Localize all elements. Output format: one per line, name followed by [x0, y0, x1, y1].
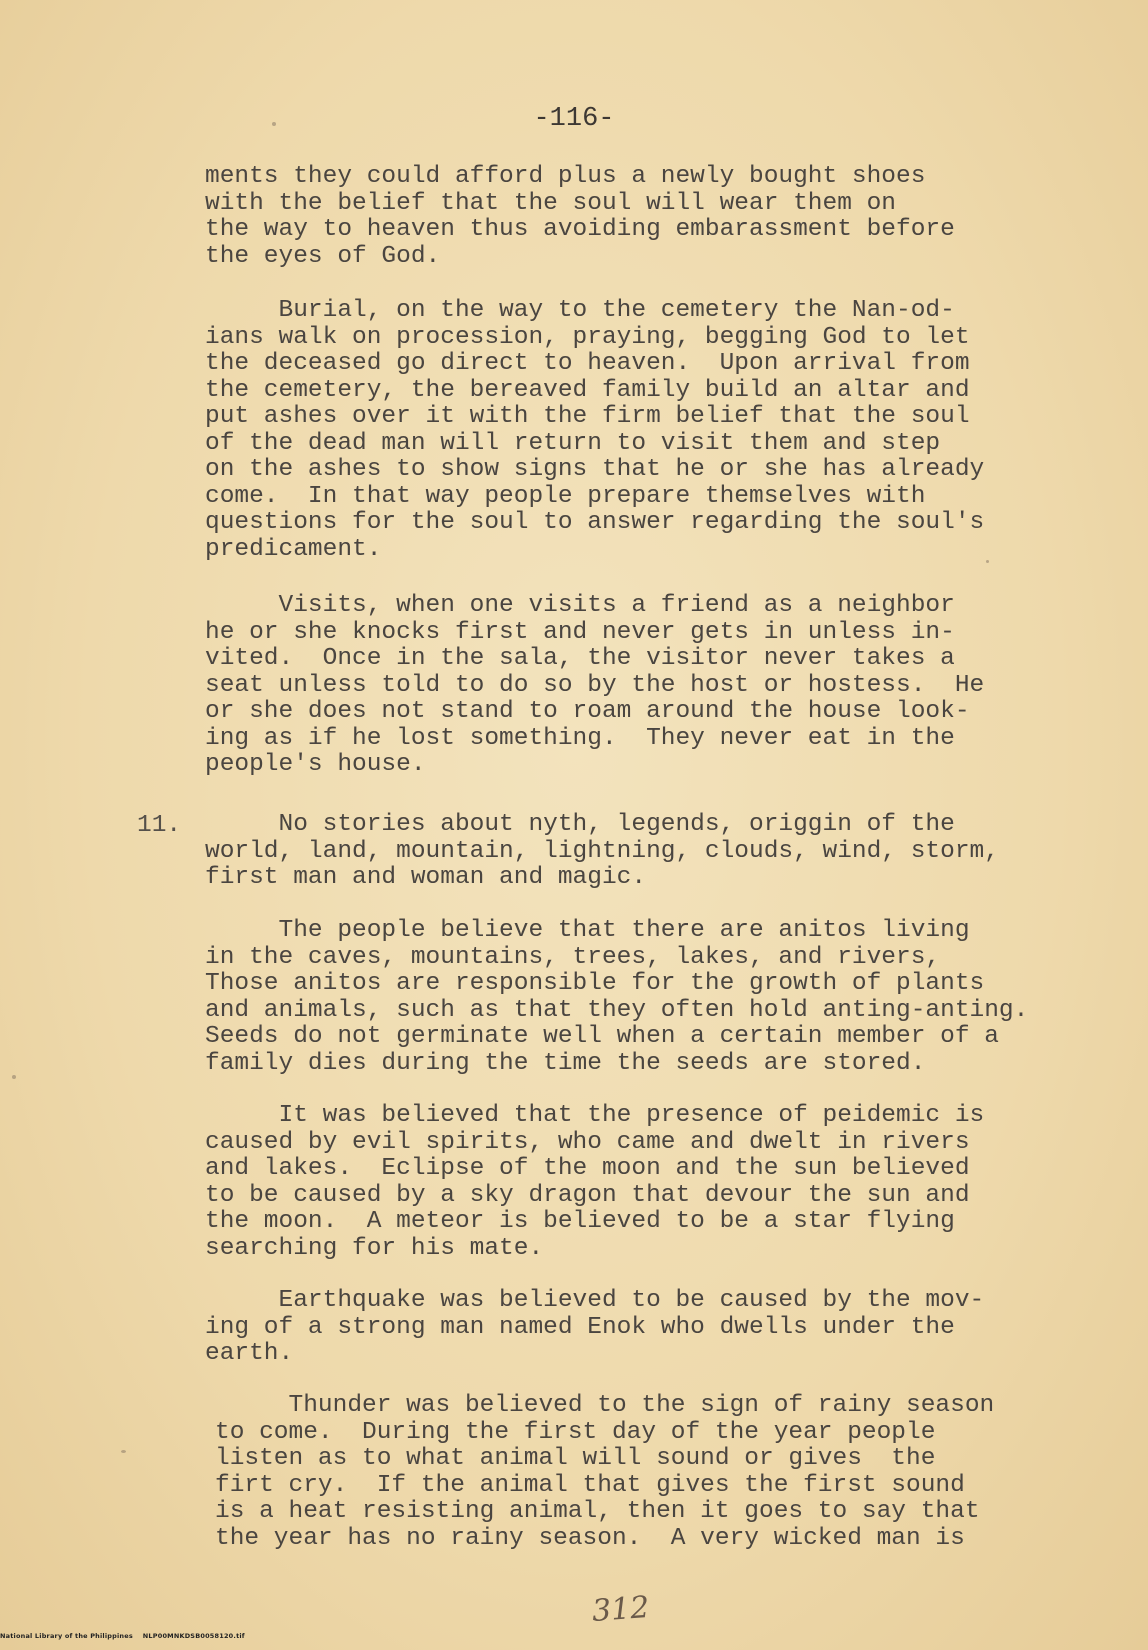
text-line: searching for his mate. — [205, 1234, 544, 1262]
text-line: the deceased go direct to heaven. Upon arrival from — [205, 350, 970, 377]
text-line: Visits, when one visits a friend as a neighbor — [205, 592, 955, 619]
paragraph-thunder — [215, 1393, 994, 1552]
text-line: the eyes of God. — [205, 242, 441, 270]
text-line: the year has no rainy season. A very wicked man is — [215, 1524, 965, 1552]
text-line: people's house. — [205, 751, 426, 778]
text-line: the way to heaven thus avoiding embarassment before — [205, 216, 955, 243]
text-line: come. In that way people prepare themselves with — [205, 482, 926, 510]
text-line: Thunder was believed to the sign of rainy season — [215, 1392, 995, 1419]
text-line: he or she knocks first and never gets in unless in- — [205, 618, 955, 646]
text-line: ing as if he lost something. They never eat in the — [205, 724, 955, 752]
item-number: 11. — [137, 812, 182, 839]
text-line: ing of a strong man named Enok who dwells under the — [205, 1313, 955, 1341]
text-line: firt cry. If the animal that gives the first sound — [215, 1471, 965, 1499]
paragraph-earthquake — [205, 1288, 984, 1368]
paper-speck — [986, 560, 989, 563]
text-line: the moon. A meteor is believed to be a star flying — [205, 1208, 955, 1235]
text-line: seat unless told to do so by the host or hostess. He — [205, 671, 985, 699]
text-line: It was believed that the presence of peidemic is — [205, 1102, 985, 1129]
text-line: and lakes. Eclipse of the moon and the sun believed — [205, 1155, 970, 1182]
text-line: Burial, on the way to the cemetery the Nan-od- — [205, 297, 955, 324]
text-line: of the dead man will return to visit them and step — [205, 429, 941, 457]
text-line: in the caves, mountains, trees, lakes, and rivers, — [205, 943, 941, 971]
text-line: is a heat resisting animal, then it goes to say that — [215, 1498, 980, 1525]
paragraph-funeral-clothing — [205, 164, 955, 270]
text-line: Seeds do not germinate well when a certain member of a — [205, 1023, 999, 1050]
text-line: The people believe that there are anitos living — [205, 917, 970, 944]
text-line: ments they could afford plus a newly bought shoes — [205, 163, 926, 190]
paragraph-visits — [205, 593, 984, 779]
paper-speck — [121, 1450, 126, 1453]
paper-speck — [272, 122, 276, 126]
text-line: Those anitos are responsible for the growth of plants — [205, 970, 985, 997]
paragraph-no-stories — [205, 812, 999, 892]
text-line: with the belief that the soul will wear them on — [205, 189, 897, 217]
text-line: Earthquake was believed to be caused by the mov- — [205, 1287, 985, 1314]
text-line: the cemetery, the bereaved family build an altar and — [205, 376, 970, 404]
text-line: put ashes over it with the firm belief that the soul — [205, 403, 970, 430]
text-line: questions for the soul to answer regarding the soul's — [205, 509, 985, 536]
text-line: on the ashes to show signs that he or she has already — [205, 456, 985, 483]
text-line: earth. — [205, 1340, 294, 1367]
text-line: to come. During the first day of the year people — [215, 1418, 936, 1446]
text-line: ians walk on procession, praying, begging God to let — [205, 323, 970, 351]
archive-footer: National Library of the Philippines NLP00MNKDSB0058120.tif — [0, 1632, 245, 1640]
paragraph-anitos — [205, 918, 1028, 1077]
paper-speck — [12, 1075, 16, 1079]
text-line: predicament. — [205, 535, 382, 563]
text-line: world, land, mountain, lightning, clouds, wind, storm, — [205, 837, 999, 865]
handwritten-page-note: 312 — [590, 1590, 651, 1629]
text-line: family dies during the time the seeds are stored. — [205, 1049, 926, 1077]
text-line: caused by evil spirits, who came and dwelt in rivers — [205, 1128, 970, 1156]
text-line: listen as to what animal will sound or gives the — [215, 1445, 936, 1472]
text-line: No stories about nyth, legends, origgin of the — [205, 811, 955, 838]
page-number: -116- — [533, 104, 615, 134]
text-line: first man and woman and magic. — [205, 864, 647, 891]
paragraph-epidemic — [205, 1103, 984, 1262]
text-line: and animals, such as that they often hold anting-anting. — [205, 996, 1029, 1024]
text-line: vited. Once in the sala, the visitor never takes a — [205, 645, 955, 672]
text-line: to be caused by a sky dragon that devour the sun and — [205, 1181, 970, 1209]
text-line: or she does not stand to roam around the house look- — [205, 698, 970, 725]
paragraph-burial — [205, 298, 984, 563]
